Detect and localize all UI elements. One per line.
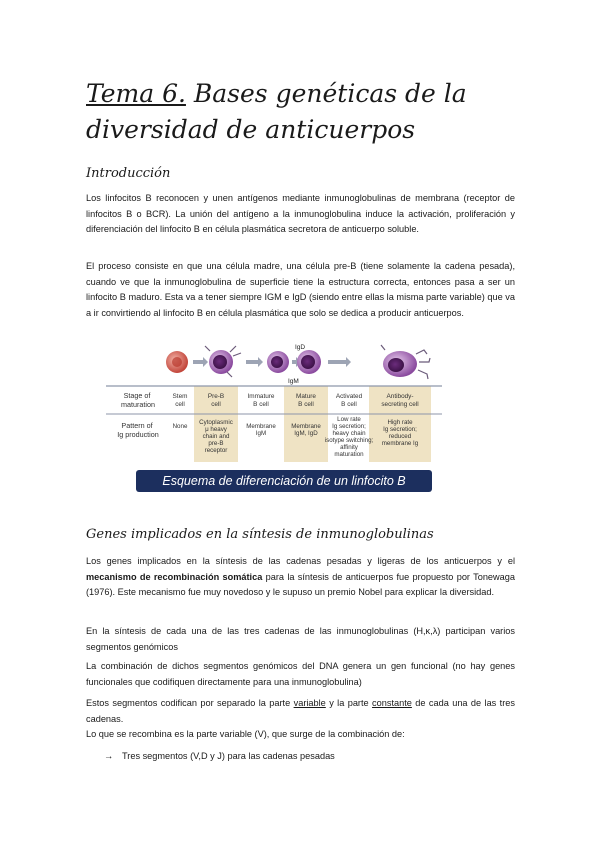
stage-activated-b: Activated B cell	[335, 393, 363, 408]
page-title	[86, 76, 516, 148]
immature-b-cell-icon	[267, 351, 289, 373]
genes-p1-text: Los genes implicados en la síntesis de las cadenas pesadas y ligeras de los anticuerpos y el	[86, 556, 515, 566]
genes-paragraph-4	[86, 696, 515, 727]
genes-p1-text-end: para la síntesis de anticuerpos fue propuesto por Tonewaga (1976). Este mecanismo fue muy novedoso y le supuso un premio Nobel para explicar la diversidad.	[86, 571, 515, 598]
section-heading-intro: Introducción	[86, 166, 171, 181]
svg-text:Pattern of Ig production: Pattern of Ig production	[117, 421, 159, 439]
genes-p4-text-end: de cada una de las tres cadenas.	[86, 698, 515, 724]
igd-label: IgD	[295, 344, 306, 351]
title-text: Bases genéticas de la diversidad de anticuerpos	[86, 79, 467, 144]
pattern-antibody-secreting: High rate Ig secretion; reduced membrane Ig	[381, 419, 419, 447]
arrow-right-icon: →	[104, 751, 114, 761]
intro-paragraph-1: Los linfocitos B reconocen y unen antígenos mediante inmunoglobulinas de membrana (receptor de linfocitos B o BCR). La unión del antígeno a la inmunoglobulina induce la activación, proliferación y diferenciación del linfocito B en célula plasmática secretora de anticuerpo soluble.	[86, 193, 515, 235]
pattern-row-header: Pattern of	[121, 421, 153, 430]
figure-caption: Esquema de diferenciación de un linfocito B	[136, 470, 432, 492]
stage-immature-b: Immature B cell	[247, 393, 275, 408]
mature-b-cell-icon	[297, 350, 321, 374]
stage-mature-b: Mature B cell	[296, 393, 316, 408]
bullet-item	[104, 751, 335, 761]
genes-p4-text-mid: y la parte	[325, 698, 373, 708]
pre-b-cell-icon	[205, 346, 241, 377]
svg-text:Stage of maturation: Stage of maturation	[121, 391, 155, 409]
genes-paragraph-5: Lo que se recombina es la parte variable (V), que surge de la combinación de:	[86, 729, 405, 739]
stem-cell-icon	[166, 351, 188, 373]
genes-p4-text: Estos segmentos codifican por separado la parte	[86, 698, 294, 708]
pattern-mature-b: Membrane IgM, IgD	[291, 423, 321, 437]
title-topic: Tema 6.	[86, 79, 186, 108]
arrow-icon	[246, 357, 263, 367]
genes-paragraph-3: La combinación de dichos segmentos genómicos del DNA genera un gen funcional (no hay genes funcionales que codifiquen directamente para una inmunoglobulina)	[86, 661, 515, 687]
genes-p4-variable: variable	[293, 698, 326, 708]
stage-stem: Stem cell	[172, 393, 188, 408]
igm-label: IgM	[288, 378, 299, 385]
pattern-immature-b: Membrane IgM	[246, 423, 276, 437]
stage-pre-b: Pre-B cell	[207, 393, 225, 408]
genes-p4-constant: constante	[372, 698, 412, 708]
genes-p1-bold: mecanismo de recombinación somática	[86, 571, 263, 582]
stage-row-header: Stage of	[123, 391, 151, 400]
antibody-secreting-cell-icon	[381, 345, 430, 379]
arrow-icon	[328, 357, 351, 367]
bullet-text: Tres segmentos (V,D y J) para las cadenas pesadas	[122, 751, 335, 761]
pattern-activated-b: Low rate Ig secretion; heavy chain isotype switching; affinity maturation	[324, 416, 374, 458]
genes-paragraph-1	[86, 554, 515, 601]
arrow-icon	[193, 357, 208, 367]
intro-paragraph-2: El proceso consiste en que una célula madre, una célula pre-B (tiene solamente la cadena pesada), cuando ve que la inmunoglobulina de superficie tiene la estructura correcta, entonces pasa a ser un linfocito B maduro. Esta va a tener siempre IGM e IgD (siendo entre ellas la misma parte variable) que va a ir convirtiendo al linfocito B en célula plasmática que solo se dedica a producir anticuerpos.	[86, 261, 515, 318]
genes-paragraph-2: En la síntesis de cada una de las tres cadenas de las inmunoglobulinas (H,κ,λ) participan varios segmentos genómicos	[86, 626, 515, 652]
pattern-stem: None	[172, 423, 188, 430]
section-heading-genes: Genes implicados en la síntesis de inmunoglobulinas	[86, 527, 434, 542]
stage-antibody-secreting: Antibody-secreting cell	[381, 393, 419, 408]
pattern-pre-b: Cytoplasmic μ heavy chain and pre-B receptor	[199, 419, 233, 454]
